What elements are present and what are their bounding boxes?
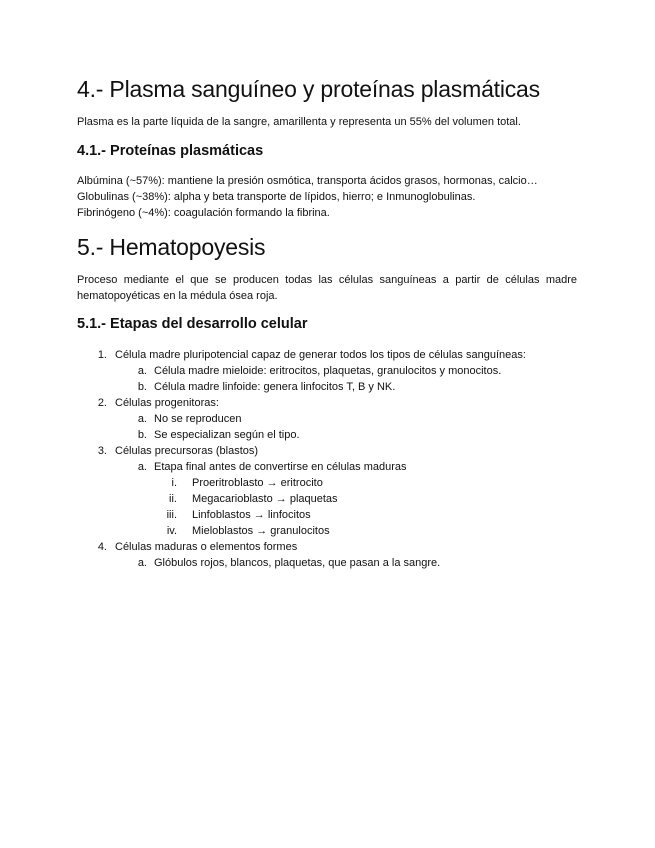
list-marker: ii. (169, 493, 177, 505)
list-item (77, 427, 577, 443)
list-item-text: Etapa final antes de convertirse en células maduras (154, 461, 407, 473)
list-marker: iii. (166, 509, 177, 521)
list-marker: b. (137, 381, 147, 393)
list-item (77, 539, 577, 555)
section-5-1-heading: 5.1.- Etapas del desarrollo celular (77, 316, 308, 332)
list-item-text: Células maduras o elementos formes (115, 541, 298, 553)
list-item (77, 459, 577, 475)
list-marker: a. (137, 557, 147, 569)
list-item-text: Células progenitoras: (115, 397, 219, 409)
list-marker: 3. (97, 445, 107, 457)
list-item-text: Célula madre linfoide: genera linfocitos T, B y NK. (154, 381, 396, 393)
list-item-text: Célula madre mieloide: eritrocitos, plaquetas, granulocitos y monocitos. (154, 365, 502, 377)
list-item (77, 347, 577, 363)
list-marker: i. (171, 477, 177, 489)
list-item-text: No se reproducen (154, 413, 242, 425)
list-marker: 2. (97, 397, 107, 409)
list-marker: b. (137, 429, 147, 441)
section-4-heading: 4.- Plasma sanguíneo y proteínas plasmáticas (77, 76, 540, 102)
list-item-text: Se especializan según el tipo. (154, 429, 300, 441)
stages-list (77, 347, 577, 571)
list-item (77, 411, 577, 427)
list-item (77, 379, 577, 395)
plasma-proteins-paragraph (77, 173, 577, 221)
list-item (77, 363, 577, 379)
list-item-text: Glóbulos rojos, blancos, plaquetas, que pasan a la sangre. (154, 557, 441, 569)
section-4-intro: Plasma es la parte líquida de la sangre, amarillenta y representa un 55% del volumen total. (77, 116, 521, 128)
list-item (77, 475, 577, 491)
list-marker: 4. (97, 541, 107, 553)
fibrinogen-line: Fibrinógeno (~4%): coagulación formando la fibrina. (77, 207, 330, 219)
list-item-text: Megacarioblasto → plaquetas (192, 493, 338, 505)
list-item-text: Células precursoras (blastos) (115, 445, 259, 457)
list-item-text: Célula madre pluripotencial capaz de generar todos los tipos de células sanguíneas: (115, 349, 526, 361)
section-5-intro-line-2: hematopoyéticas en la médula ósea roja. (77, 290, 278, 302)
list-marker: a. (137, 461, 147, 473)
list-item-text: Proeritroblasto → eritrocito (192, 477, 323, 489)
albumin-line: Albúmina (~57%): mantiene la presión osmótica, transporta ácidos grasos, hormonas, calcio… (77, 175, 538, 187)
section-5-intro-line-1: Proceso mediante el que se producen todas las células sanguíneas a partir de células madre (77, 274, 577, 286)
list-item (77, 555, 577, 571)
list-item (77, 507, 577, 523)
list-item-text: Mieloblastos → granulocitos (192, 525, 330, 537)
section-5-intro (77, 272, 577, 304)
section-4-1-heading: 4.1.- Proteínas plasmáticas (77, 143, 264, 159)
section-5-heading: 5.- Hematopoyesis (77, 234, 266, 260)
list-item (77, 523, 577, 539)
list-item (77, 395, 577, 411)
list-item (77, 443, 577, 459)
list-item (77, 491, 577, 507)
list-item-text: Linfoblastos → linfocitos (192, 509, 311, 521)
globulins-line: Globulinas (~38%): alpha y beta transporte de lípidos, hierro; e Inmunoglobulinas. (77, 191, 476, 203)
list-marker: 1. (97, 349, 107, 361)
list-marker: a. (137, 365, 147, 377)
list-marker: iv. (166, 525, 177, 537)
list-marker: a. (137, 413, 147, 425)
